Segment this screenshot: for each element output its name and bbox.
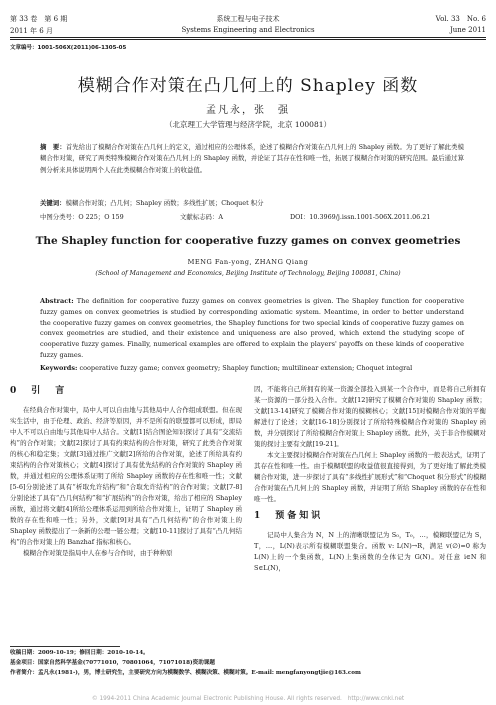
fund-info: 基金项目：国家自然科学基金(70771010，70801064，71071018)资助课题 (10, 660, 215, 666)
section-heading-intro: 0 引 言 (10, 386, 68, 396)
right-column (254, 384, 486, 574)
journal-issue: 第 33 卷 第 6 期 (10, 15, 68, 23)
intro-paragraph-1: 在经典合作对策中，局中人可以自由地与其他局中人合作组成联盟。但在现实生活中，由于伦理、政治、经济等原因，并不是所有的联盟都可以形成，即局中人不可以自由地与其他局中人结合。文献[1]结合图论知识探讨了具有“交流结构”的合作对策；文献[2]探讨了具有约束结构的合作对策，研究了此类合作对策的核心和稳定集；文献[3]通过推广文献[2]所给的合作对策，论述了所给具有约束结构的合作对策核心；文献[4]探讨了具有优先结构的合作对策的 Shapley 函数，并通过相应的公理体系证明了所给 Shapley 函数的存在性和唯一性；文献[5-6]分别论述了具有“析取允许结构”和“合取允许结构”的合作对策；文献[7-8]分别论述了具有“凸几何结构”和“扩展结构”的合作对策，给出了相应的 Shapley 函数，通过将文献[4]所给公理体系运用到所给合作对策上，证明了 Shapley 函数的存在性和唯一性；另外，文献[9]对具有“凸几何结构”的合作对策上的 Shapley 函数提出了一条新的公理一链公理；文献[10-11]探讨了具有“凸几何结构”的合作对策上的 Banzhaf 指标和核心。 (10, 406, 242, 546)
affiliation-cn: （北京理工大学管理与经济学院，北京 100081） (164, 120, 331, 129)
publication-date-en: June 2011 (449, 26, 486, 34)
keywords-cn-label: 关键词： (40, 199, 66, 207)
journal-name-cn: 系统工程与电子技术 (216, 15, 280, 23)
abstract-cn-text: 首先给出了模糊合作对策在凸几何上的定义，通过相应的公理体系，论述了模糊合作对策在凸几何上的 Shapley 函数。为了更好了解此类模糊合作对策，研究了两类特殊模糊合作对策在凸几何上的 Shapley 函数，并论证了其存在性和唯一性，拓展了模糊合作对策的研究范围。最后通过算例分析来具体说明两个人在此类模糊合作对策上的收益值。 (40, 143, 464, 174)
left-column (10, 384, 242, 559)
authors-cn: 孟凡永，张 强 (206, 105, 290, 116)
abstract-en-text: The definition for cooperative fuzzy games on convex geometries is given. The Shapley function for cooperative fuzzy games on convex geometries is studied by corresponding axiomatic system. Meantime, in order to better understand the cooperative fuzzy games on convex geometries, the Shapley functions for two special kinds of cooperative fuzzy games on convex geometries are studied, and their existence and uniqueness are also proved, which extend the studying scope of cooperative fuzzy games. Finally, numerical examples are offered to explain the players' payoffs on these kinds of cooperative fuzzy games. (40, 297, 464, 359)
article-id: 文章编号：1001-506X(2011)06-1305-05 (10, 45, 127, 51)
keywords-cn-text: 模糊合作对策；凸几何；Shapley 函数；多线性扩展；Choquet 积分 (65, 199, 264, 207)
header-rule-thin (10, 39, 486, 40)
intro-paragraph-2: 模糊合作对策是指局中人在参与合作时，由于种种原 (23, 549, 173, 557)
doi: DOI：10.3969/j.issn.1001-506X.2011.06.21 (290, 213, 431, 221)
title-cn: 模糊合作对策在凸几何上的 Shapley 函数 (77, 76, 419, 96)
author-bio: 作者简介：孟凡永(1981-)，男，博士研究生，主要研究方向为模糊数学、模糊决策、模糊对策。E-mail: mengfanyongtjie@163.com (10, 670, 361, 676)
header-rule (10, 37, 486, 38)
intro-paragraph-3: 因，不能将自己所拥有的某一资源全部投入到某一个合作中，而是将自己所拥有某一资源的一部分投入合作。文献[12]研究了模糊合作对策的 Shapley 函数；文献[13-14]研究了模糊合作对策的模糊核心；文献[15]对模糊合作对策的平衡解进行了论述；文献[16-18]分别探讨了所给特殊模糊合作对策的 Shapley 函数，并分别探讨了所给模糊合作对策上 Shapley 函数。此外，关于非合作模糊对策的探讨主要有文献[19-21]。 (254, 385, 486, 448)
document-code: 文献标志码：A (180, 213, 223, 221)
clc-number: 中图分类号：O 225；O 159 (40, 213, 124, 221)
affiliation-en: (School of Management and Economics, Beijing Institute of Technology, Beijing 100081, China) (95, 270, 401, 277)
footnote-rule (10, 646, 120, 647)
section-heading-preliminaries: 1 预备知识 (254, 511, 324, 521)
abstract-en (40, 296, 464, 361)
received-date: 收稿日期：2009-10-19；修回日期：2010-10-14。 (10, 650, 149, 656)
keywords-cn (40, 198, 464, 207)
abstract-en-label: Abstract: (40, 297, 74, 305)
journal-volume: Vol. 33 No. 6 (435, 15, 486, 23)
footnote (10, 648, 361, 678)
abstract-cn (40, 142, 464, 176)
classification-line (40, 212, 430, 221)
keywords-en (40, 364, 464, 372)
preliminaries-paragraph: 记局中人集合为 N，N 上的清晰联盟记为 S₀，T₀，…，模糊联盟记为 S，T，…，L(N)表示所有模糊联盟集合。函数 v: L(N)→R，满足 v(∅)=0 称为 L(N)上的一个集函数，L(N)上集函数的全体记为 G(N)。对任意 i∈N 和 S∈L(N)， (254, 531, 486, 572)
authors-en: MENG Fan-yong, ZHANG Qiang (187, 258, 309, 266)
keywords-en-label: Keywords: (40, 364, 78, 372)
title-en: The Shapley function for cooperative fuzzy games on convex geometries (35, 235, 461, 247)
intro-paragraph-4: 本文主要探讨模糊合作对策在凸几何上 Shapley 函数的一般表达式，证明了其存在性和唯一性。由于模糊联盟的收益值很直接得到，为了更好地了解此类模糊合作对策，进一步探讨了具有“多线性扩展形式”和“Choquet 积分形式”的模糊合作对策在凸几何上的 Shapley 函数，并证明了所给 Shapley 函数的存在性和唯一性。 (254, 451, 486, 503)
keywords-en-text: cooperative fuzzy game; convex geometry; Shapley function; multilinear extension; Choquet integral (79, 364, 413, 372)
abstract-cn-label: 摘 要： (40, 143, 66, 151)
copyright-watermark: © 1994-2011 China Academic Journal Electronic Publishing House. All rights reserved. http://www.cnki.net (91, 696, 405, 702)
journal-name-en: Systems Engineering and Electronics (181, 26, 315, 34)
publication-date-cn: 2011 年 6 月 (10, 27, 53, 35)
